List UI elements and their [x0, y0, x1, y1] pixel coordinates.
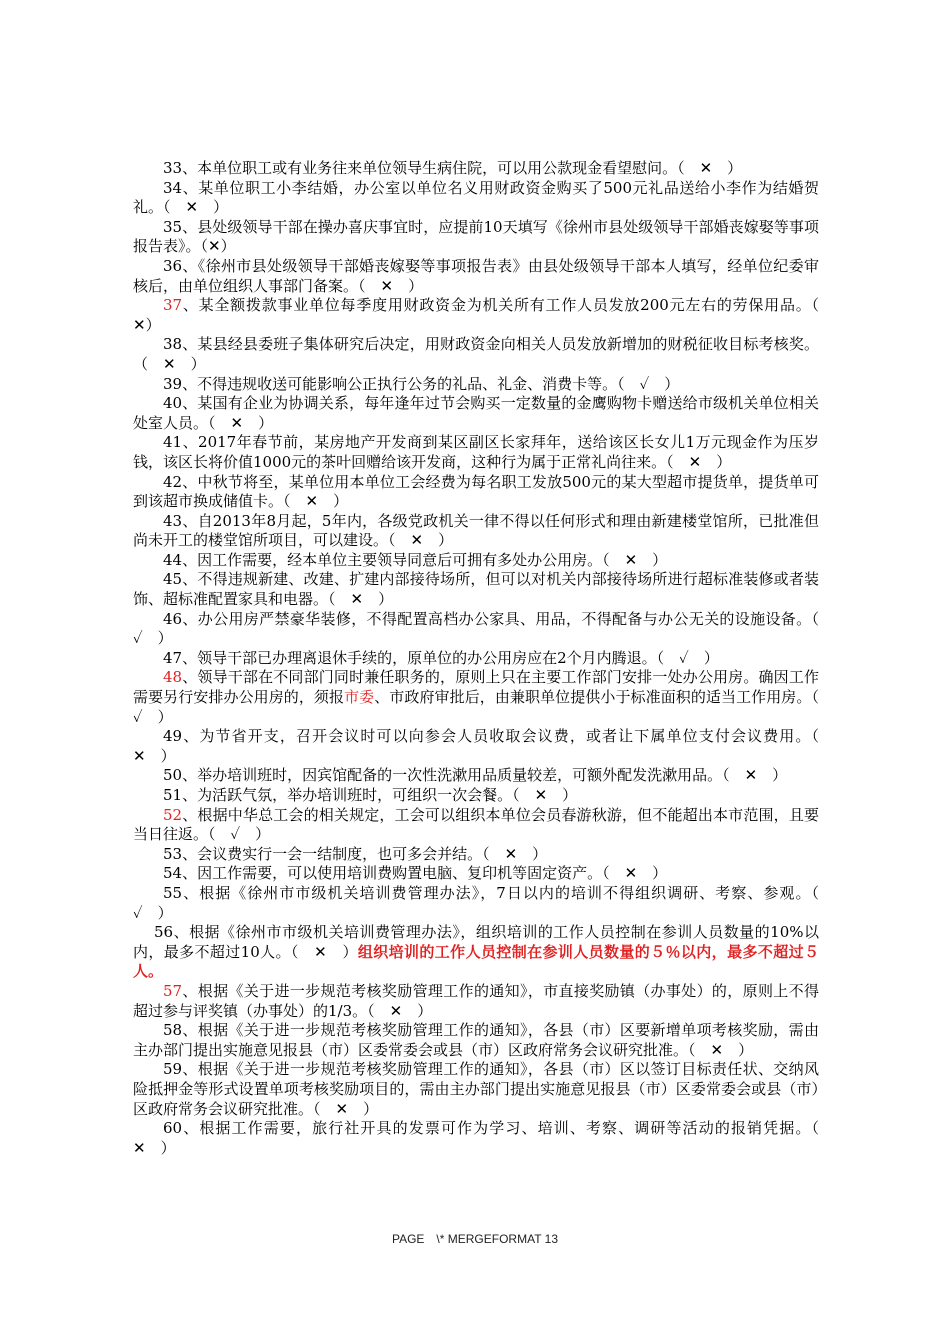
question-59: 59、根据《关于进一步规范考核奖励管理工作的通知》，各县（市）区以签订目标责任状、交纳风险抵押金等形式设置单项考核奖励项目的，需由主办部门提出实施意见报县（市）区委常委会或县（市）区政府常务会议研究批准。（ ✕ ）: [133, 1060, 819, 1118]
answer-note: 组织培训的工作人员控制在参训人员数量的５％以内，最多不超过５人。: [133, 942, 819, 981]
question-47: 47、领导干部已办理离退休手续的，原单位的办公用房应在2个月内腾退。（ ✓ ）: [163, 648, 719, 667]
question-53: 53、会议费实行一会一结制度，也可多会并结。（ ✕ ）: [163, 844, 548, 863]
question-50: 50、举办培训班时，因宾馆配备的一次性洗漱用品质量较差，可额外配发洗漱用品。（ ✕ ）: [163, 766, 788, 785]
question-55: 55、根据《徐州市市级机关培训费管理办法》，7日以内的培训不得组织调研、考察、参观。（ ✓ ）: [133, 883, 835, 922]
question-45: 45、不得违规新建、改建、扩建内部接待场所，但可以对机关内部接待场所进行超标准装修或者装饰、超标准配置家具和电器。（ ✕ ）: [133, 570, 819, 609]
question-41: 41、2017年春节前，某房地产开发商到某区副区长家拜年，送给该区长女儿1万元现金作为压岁钱，该区长将价值1000元的茶叶回赠给该开发商，这种行为属于正常礼尚往来。（ ✕ ）: [133, 433, 819, 471]
question-52: 52、根据中华总工会的相关规定，工会可以组织本单位会员春游秋游，但不能超出本市范围，且要当日往返。（ ✓ ）: [133, 805, 819, 844]
question-58: 58、根据《关于进一步规范考核奖励管理工作的通知》，各县（市）区要新增单项考核奖励，需由主办部门提出实施意见报县（市）区委常委会或县（市）区政府常务会议研究批准。（ ✕ ）: [133, 1021, 819, 1059]
question-56: 56、根据《徐州市市级机关培训费管理办法》，组织培训的工作人员控制在参训人员数量的10%以内，最多不超过10人。（ ✕ ）组织培训的工作人员控制在参训人员数量的５％以内，最多不超过５人。: [133, 923, 819, 981]
question-37: 37、某全额拨款事业单位每季度用财政资金为机关所有工作人员发放200元左右的劳保用品。（ ✕）: [133, 296, 835, 334]
page-footer: PAGE \* MERGEFORMAT 13: [391, 1232, 559, 1246]
question-35: 35、县处级领导干部在操办喜庆事宜时，应提前10天填写《徐州市县处级领导干部婚丧嫁娶等事项报告表》。（✕）: [133, 217, 819, 256]
question-44: 44、因工作需要，经本单位主要领导同意后可拥有多处办公用房。（ ✕ ）: [163, 550, 668, 569]
question-43: 43、自2013年8月起，5年内，各级党政机关一律不得以任何形式和理由新建楼堂馆所，已批准但尚未开工的楼堂馆所项目，可以建设。（ ✕ ）: [133, 511, 819, 550]
question-49: 49、为节省开支，召开会议时可以向参会人员收取会议费，或者让下属单位支付会议费用。（ ✕ ）: [133, 727, 835, 765]
question-42: 42、中秋节将至，某单位用本单位工会经费为每名职工发放500元的某大型超市提货单，提货单可到该超市换成储值卡。（ ✕ ）: [133, 472, 819, 511]
question-54: 54、因工作需要，可以使用培训费购置电脑、复印机等固定资产。（ ✕ ）: [163, 864, 668, 883]
highlight-text: 市委: [344, 688, 375, 707]
question-40: 40、某国有企业为协调关系，每年逢年过节会购买一定数量的金鹰购物卡赠送给市级机关单位相关处室人员。（ ✕ ）: [133, 394, 819, 432]
question-46: 46、办公用房严禁豪华装修，不得配置高档办公家具、用品，不得配备与办公无关的设施设备。（ ✓ ）: [133, 609, 835, 648]
question-38: 38、某县经县委班子集体研究后决定，用财政资金向相关人员发放新增加的财税征收目标考核奖。（ ✕ ）: [133, 335, 819, 373]
question-36: 36、《徐州市县处级领导干部婚丧嫁娶等事项报告表》由县处级领导干部本人填写，经单位纪委审核后，由单位组织人事部门备案。（ ✕ ）: [133, 256, 819, 295]
question-51: 51、为活跃气氛，举办培训班时，可组织一次会餐。（ ✕ ）: [163, 786, 578, 804]
question-34: 34、某单位职工小李结婚，办公室以单位名义用财政资金购买了500元礼品送给小李作为结婚贺礼。（ ✕ ）: [133, 178, 819, 217]
question-57: 57、根据《关于进一步规范考核奖励管理工作的通知》，市直接奖励镇（办事处）的，原则上不得超过参与评奖镇（办事处）的1/3。（ ✕ ）: [133, 981, 819, 1020]
question-list: [133, 159, 835, 1158]
question-39: 39、不得违规收送可能影响公正执行公务的礼品、礼金、消费卡等。（ ✓ ）: [163, 374, 680, 393]
question-33: 33、本单位职工或有业务往来单位领导生病住院，可以用公款现金看望慰问。（ ✕ ）: [163, 159, 743, 177]
question-60: 60、根据工作需要，旅行社开具的发票可作为学习、培训、考察、调研等活动的报销凭据。（ ✕ ）: [133, 1119, 835, 1157]
question-48: 48、领导干部在不同部门同时兼任职务的，原则上只在主要工作部门安排一处办公用房。确因工作需要另行安排办公用房的，须报市委、市政府审批后，由兼职单位提供小于标准面积的适当工作用房。（ ✓ ）: [133, 668, 834, 726]
